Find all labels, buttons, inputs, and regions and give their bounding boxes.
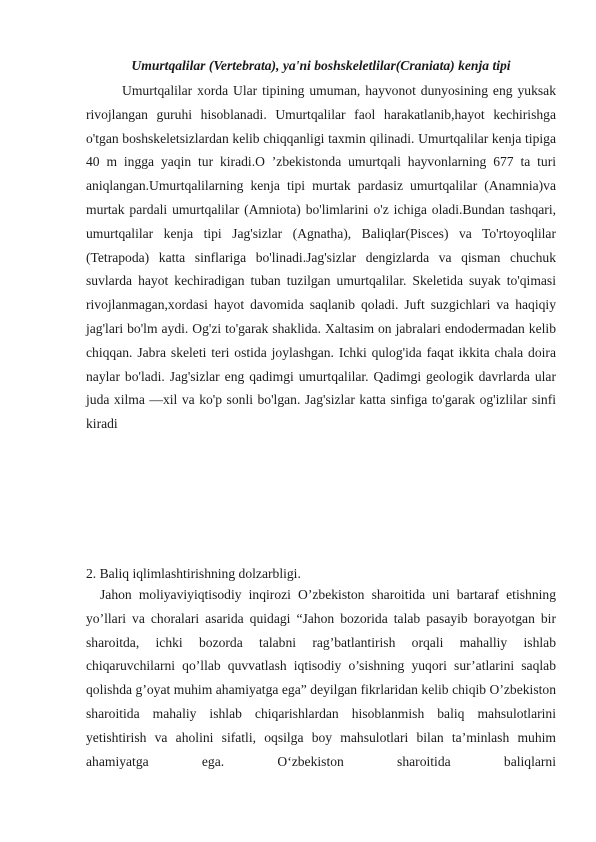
paragraph-fish-acclimatization: Jahon moliyaviyiqtisodiy inqirozi O’zbekiston sharoitida uni bartaraf etishning yo’llari va choralari asarida quidagi “Jahon bozorida talab pasayib borayotgan bir sharoitda, ichki bozorda talabni rag’batlantirish orqali mahalliy ishlab chiqaruvchilarni qo’llab quvvatlash iqtisodiy o’sishning yuqori sur’atlarini saqlab qolishda g’oyat muhim ahamiyatga ega” deyilgan fikrlaridan kelib chiqib O’zbekiston sharoitida mahaliy ishlab chiqarishlardan hisoblanmish baliq mahsulotlarini yetishtirish va aholini sifatli, oqsilga boy mahsulotlari bilan ta’minlash muhim ahamiyatga ega. O‘zbekiston sharoitida baliqlarni (86, 587, 556, 769)
section-title: 2. Baliq iqlimlashtirishning dolzarbligi. (86, 566, 301, 581)
paragraph-vertebrata: Umurtqalilar xorda Ular tipining umuman, hayvonot dunyosining eng yuksak rivojlangan guruhi hisoblanadi. Umurtqalilar faol harakatlanib,hayot kechirishga o'tgan boshskeletsizlardan kelib chiqqanligi taxmin qilinadi. Umurtqalilar kenja tipiga 40 m ingga yaqin tur kiradi.O ’zbekistonda umurtqali hayvonlarning 677 ta turi aniqlangan.Umurtqalilarning kenja tipi murtak pardasiz umurtqalilar (Anamnia)va murtak pardali umurtqalilar (Amniota) bo'limlarini o'z ichiga oladi.Bundan tashqari, umurtqalilar kenja tipi Jag'sizlar (Agnatha), Baliqlar(Pisces) va To'rtoyoqlilar (Tetrapoda) katta sinflariga bo'linadi.Jag'sizlar dengizlarda va qisman chuchuk suvlarda hayot kechiradigan tuban tuzilgan umurtqalilar. Skeletida suyak to'qimasi rivojlanmagan,xordasi hayot davomida saqlanib qoladi. Juft suzgichlari va haqiqiy jag'lari bo'lm aydi. Og'zi to'garak shaklida. Xaltasim on jabralari endodermadan kelib chiqqan. Jabra skeleti teri ostida joylashgan. Ichki qulog'ida faqat ikkita chala doira naylar bo'ladi. Jag'sizlar eng qadimgi umurtqalilar. Qadimgi geologik davrlarda ular juda xilma —xil va ko'p sonli bo'lgan. Jag'sizlar katta sinfiga to'garak og'izlilar sinfi kiradi (86, 83, 556, 432)
document-heading: Umurtqalilar (Vertebrata), ya'ni boshskeletlilar(Craniata) kenja tipi (131, 58, 511, 73)
